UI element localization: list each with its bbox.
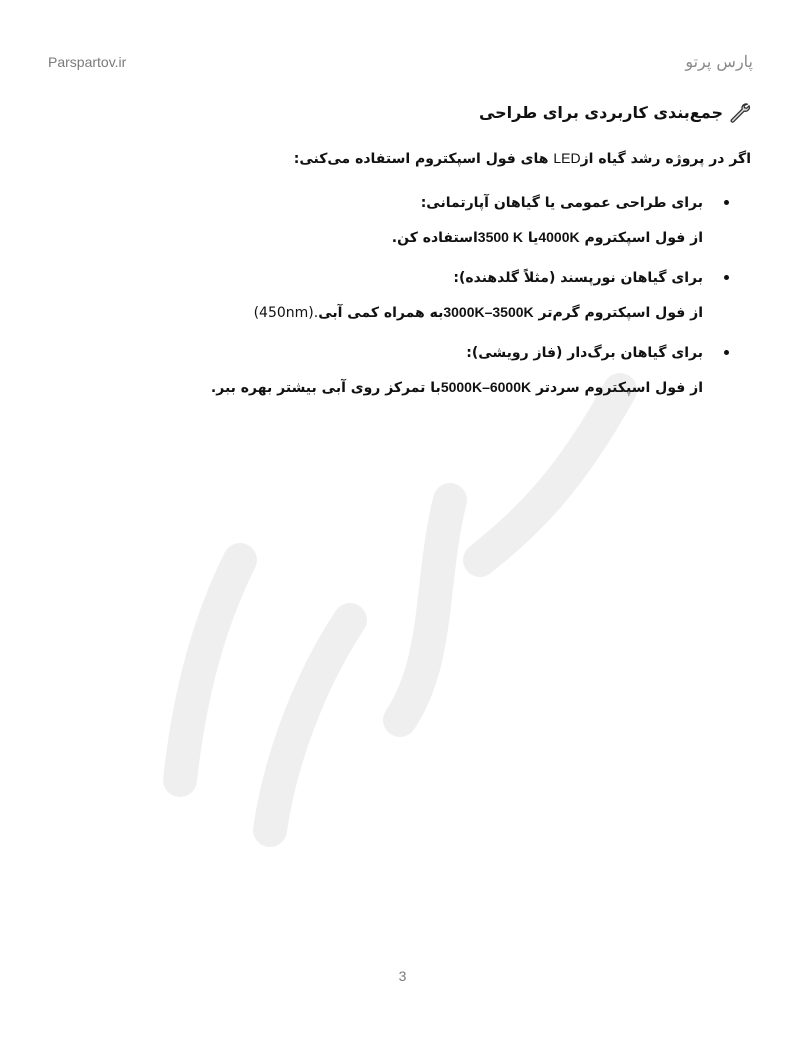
watermark-logo — [150, 360, 670, 880]
site-url: Parspartov.ir — [48, 54, 127, 70]
bullet-description: از فول اسپکتروم سردتر 5000K–6000Kبا تمرکز روی آبی بیشتر بهره ببر. — [210, 379, 703, 396]
list-item — [51, 195, 751, 246]
intro-paragraph: اگر در پروژه رشد گیاه ازLED های فول اسپکتروم استفاده می‌کنی: — [293, 150, 751, 167]
bullet-description: از فول اسپکتروم 4000Kیا 3500 Kاستفاده کن. — [391, 229, 703, 246]
bullet-title: برای گیاهان نورپسند (مثلاً گلدهنده): — [453, 270, 703, 286]
wrench-icon — [727, 100, 751, 124]
bullet-title: برای طراحی عمومی یا گیاهان آپارتمانی: — [420, 195, 703, 211]
main-content — [51, 96, 751, 420]
section-title — [51, 100, 751, 124]
list-item — [51, 270, 751, 321]
bullet-icon — [724, 200, 729, 205]
list-item — [51, 345, 751, 396]
bullet-icon — [724, 275, 729, 280]
page-number: 3 — [398, 968, 407, 984]
bullet-title: برای گیاهان برگ‌دار (فاز رویشی): — [466, 345, 703, 361]
bullet-description: از فول اسپکتروم گرم‌تر 3000K–3500Kبه همراه کمی آبی.(450nm) — [253, 304, 703, 321]
bullet-icon — [724, 350, 729, 355]
section-title-text: جمع‌بندی کاربردی برای طراحی — [478, 102, 723, 122]
recommendation-list — [51, 195, 751, 396]
brand-logo-text: پارس پرتو — [685, 52, 753, 71]
